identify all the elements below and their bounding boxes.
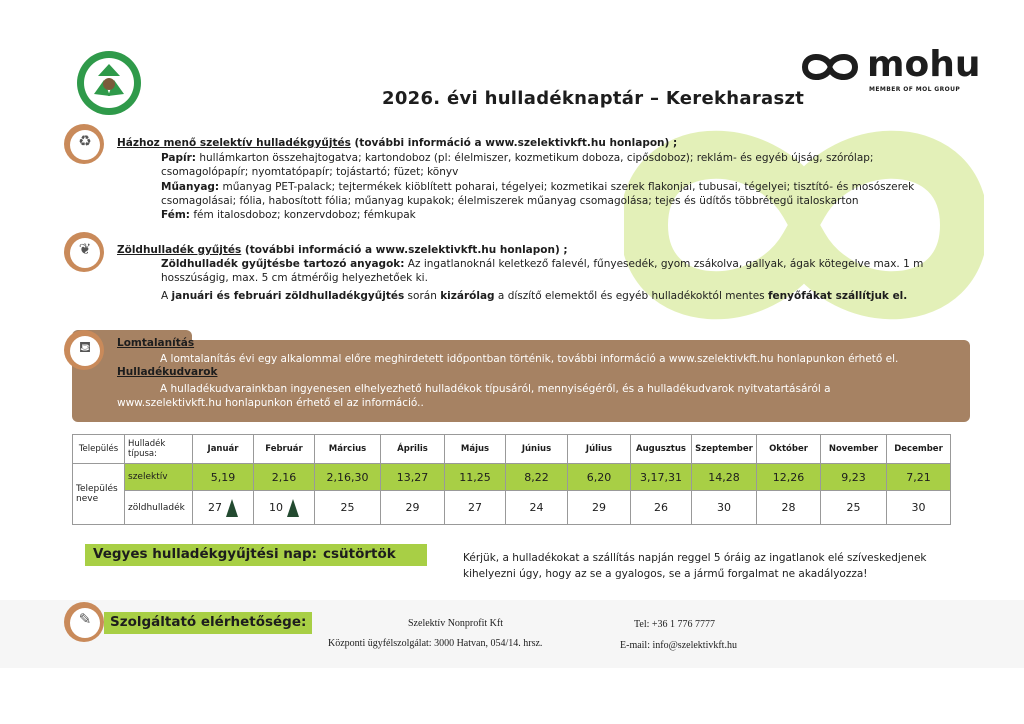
paper-line: Papír: hullámkarton összehajtogatva; kartondoboz (pl: élelmiszer, kozmetikum doboza, cipősdoboz); reklám- és egyéb újság, szórólap; xyxy=(161,152,874,164)
table-cell: 3,17,31 xyxy=(631,464,692,491)
provider-label: Szolgáltató elérhetősége: xyxy=(110,614,307,630)
background-logo-shape xyxy=(624,95,984,355)
brand-name: mohu xyxy=(867,44,981,85)
table-cell: 26 xyxy=(631,491,692,525)
table-cell: 25 xyxy=(821,491,887,525)
plastic-line: Műanyag: műanyag PET-palack; tejtermékek kiöblített poharai, tégelyei; kozmetikai szerek flakonjai, tubusai, tégelyei; tisztító- és mosószerek xyxy=(161,181,915,193)
metal-line: Fém: fém italosdoboz; konzervdoboz; fémkupak xyxy=(161,209,416,221)
table-cell: 14,28 xyxy=(692,464,757,491)
pine-tree-icon xyxy=(287,499,299,517)
yard-text: A hulladékudvarainkban ingyenesen elhelyezhető hulladékok típusáról, mennyiségéről, és a hulladékudvarok nyitvatartásáról a xyxy=(160,383,831,395)
placement-notice: Kérjük, a hulladékokat a szállítás napján reggel 5 óráig az ingatlanok elé szíveskedjenek kihelyezni úgy, hogy az se a gyalogos, se a jármű forgalmat ne akadályozza! xyxy=(463,552,927,580)
provider-company: Szelektív Nonprofit Kft xyxy=(408,618,503,629)
green-heading: Zöldhulladék gyűjtés (további információ a www.szelektivkft.hu honlapon) ; xyxy=(117,244,568,256)
bulky-text: A lomtalanítás évi egy alkalommal előre meghirdetett időpontban történik, további információ a www.szelektivkft.hu honlapunkon érhető el. xyxy=(160,353,899,365)
table-cell: 2,16,30 xyxy=(315,464,381,491)
provider-band xyxy=(0,600,1024,668)
mohu-logo-icon xyxy=(795,48,865,86)
table-cell: 28 xyxy=(757,491,821,525)
month-header: Január xyxy=(193,435,254,464)
table-cell: 27 xyxy=(193,491,254,525)
mixed-waste-label: Vegyes hulladékgyűjtési nap: xyxy=(93,546,318,562)
month-header: Augusztus xyxy=(631,435,692,464)
yard-heading: Hulladékudvarok xyxy=(117,366,218,378)
leaf-icon: ❦ xyxy=(78,240,92,258)
table-cell: 27 xyxy=(445,491,506,525)
selective-label: szelektív xyxy=(125,464,193,491)
brand-tagline: MEMBER OF MOL GROUP xyxy=(869,86,961,93)
table-header-row xyxy=(73,435,951,464)
table-cell: 11,25 xyxy=(445,464,506,491)
month-header: Június xyxy=(506,435,568,464)
month-header: Április xyxy=(381,435,445,464)
table-cell: 29 xyxy=(568,491,631,525)
month-header: Október xyxy=(757,435,821,464)
table-cell: 6,20 xyxy=(568,464,631,491)
settlement-name-cell: Település neve xyxy=(73,464,125,525)
table-cell: 2,16 xyxy=(254,464,315,491)
table-cell: 7,21 xyxy=(887,464,951,491)
provider-office: Központi ügyfélszolgálat: 3000 Hatvan, 054/14. hrsz. xyxy=(328,638,543,649)
table-cell: 13,27 xyxy=(381,464,445,491)
table-cell: 30 xyxy=(887,491,951,525)
month-header: November xyxy=(821,435,887,464)
collection-calendar-table xyxy=(72,434,951,525)
month-header: Február xyxy=(254,435,315,464)
green-waste-row xyxy=(73,491,951,525)
table-cell: 29 xyxy=(381,491,445,525)
provider-phone: Tel: +36 1 776 7777 xyxy=(634,619,716,630)
table-cell: 24 xyxy=(506,491,568,525)
green-materials-line: Zöldhulladék gyűjtésbe tartozó anyagok: Az ingatlanoknál keletkező falevél, fűnyesedék, gyom zsákolva, gallyak, ágak kötegelve max. 1 m xyxy=(161,258,924,270)
selective-heading: Házhoz menő szelektív hulladékgyűjtés (további információ a www.szelektivkft.hu honlapon) ; xyxy=(117,137,678,149)
month-header: Szeptember xyxy=(692,435,757,464)
month-header: Július xyxy=(568,435,631,464)
month-header: Március xyxy=(315,435,381,464)
month-header: Május xyxy=(445,435,506,464)
table-cell: 5,19 xyxy=(193,464,254,491)
selective-row xyxy=(73,464,951,491)
winter-tree-line: A januári és februári zöldhulladékgyűjtés során kizárólag a díszítő elemektől és egyéb hulladékoktól mentes fenyőfákat szállítjuk el. xyxy=(161,290,908,302)
bulky-section-icon xyxy=(64,330,104,370)
furniture-icon: ⛾ xyxy=(78,338,92,356)
plastic-line-2: csomagolásai; fólia, habosított fólia; műanyag kupakok; élelmiszerek műanyag csomagolása; tejes és üdítős többrétegű italoskarton xyxy=(161,195,859,207)
edit-icon: ✎ xyxy=(78,610,92,628)
green-section-icon xyxy=(64,232,104,272)
bulky-heading: Lomtalanítás xyxy=(117,337,195,349)
header-settlement: Település xyxy=(73,435,125,464)
provider-section-icon xyxy=(64,602,104,642)
table-cell: 8,22 xyxy=(506,464,568,491)
bulky-box xyxy=(72,337,970,422)
page-title: 2026. évi hulladéknaptár – Kerekharaszt xyxy=(382,88,805,109)
pine-tree-icon xyxy=(226,499,238,517)
mixed-waste-day: csütörtök xyxy=(323,546,396,562)
selective-section-icon xyxy=(64,124,104,164)
yard-text-2: www.szelektivkft.hu honlapunkon érhető el az információ.. xyxy=(117,397,424,409)
table-cell: 9,23 xyxy=(821,464,887,491)
mohu-logo xyxy=(795,44,981,98)
table-cell: 30 xyxy=(692,491,757,525)
recycling-logo-icon xyxy=(76,50,142,116)
provider-email: E-mail: info@szelektivkft.hu xyxy=(620,640,737,651)
mixed-waste-banner xyxy=(85,544,427,566)
table-cell: 12,26 xyxy=(757,464,821,491)
header-waste-type: Hulladék típusa: xyxy=(125,435,193,464)
green-waste-label: zöldhulladék xyxy=(125,491,193,525)
table-cell: 25 xyxy=(315,491,381,525)
provider-banner xyxy=(104,612,312,634)
month-header: December xyxy=(887,435,951,464)
green-materials-line-2: hosszúságig, max. 5 cm átmérőig helyezhetőek ki. xyxy=(161,272,428,284)
table-cell: 10 xyxy=(254,491,315,525)
paper-line-2: csomagolópapír; nyomtatópapír; tojástartó; füzet; könyv xyxy=(161,166,459,178)
recycle-icon: ♻ xyxy=(78,132,92,150)
